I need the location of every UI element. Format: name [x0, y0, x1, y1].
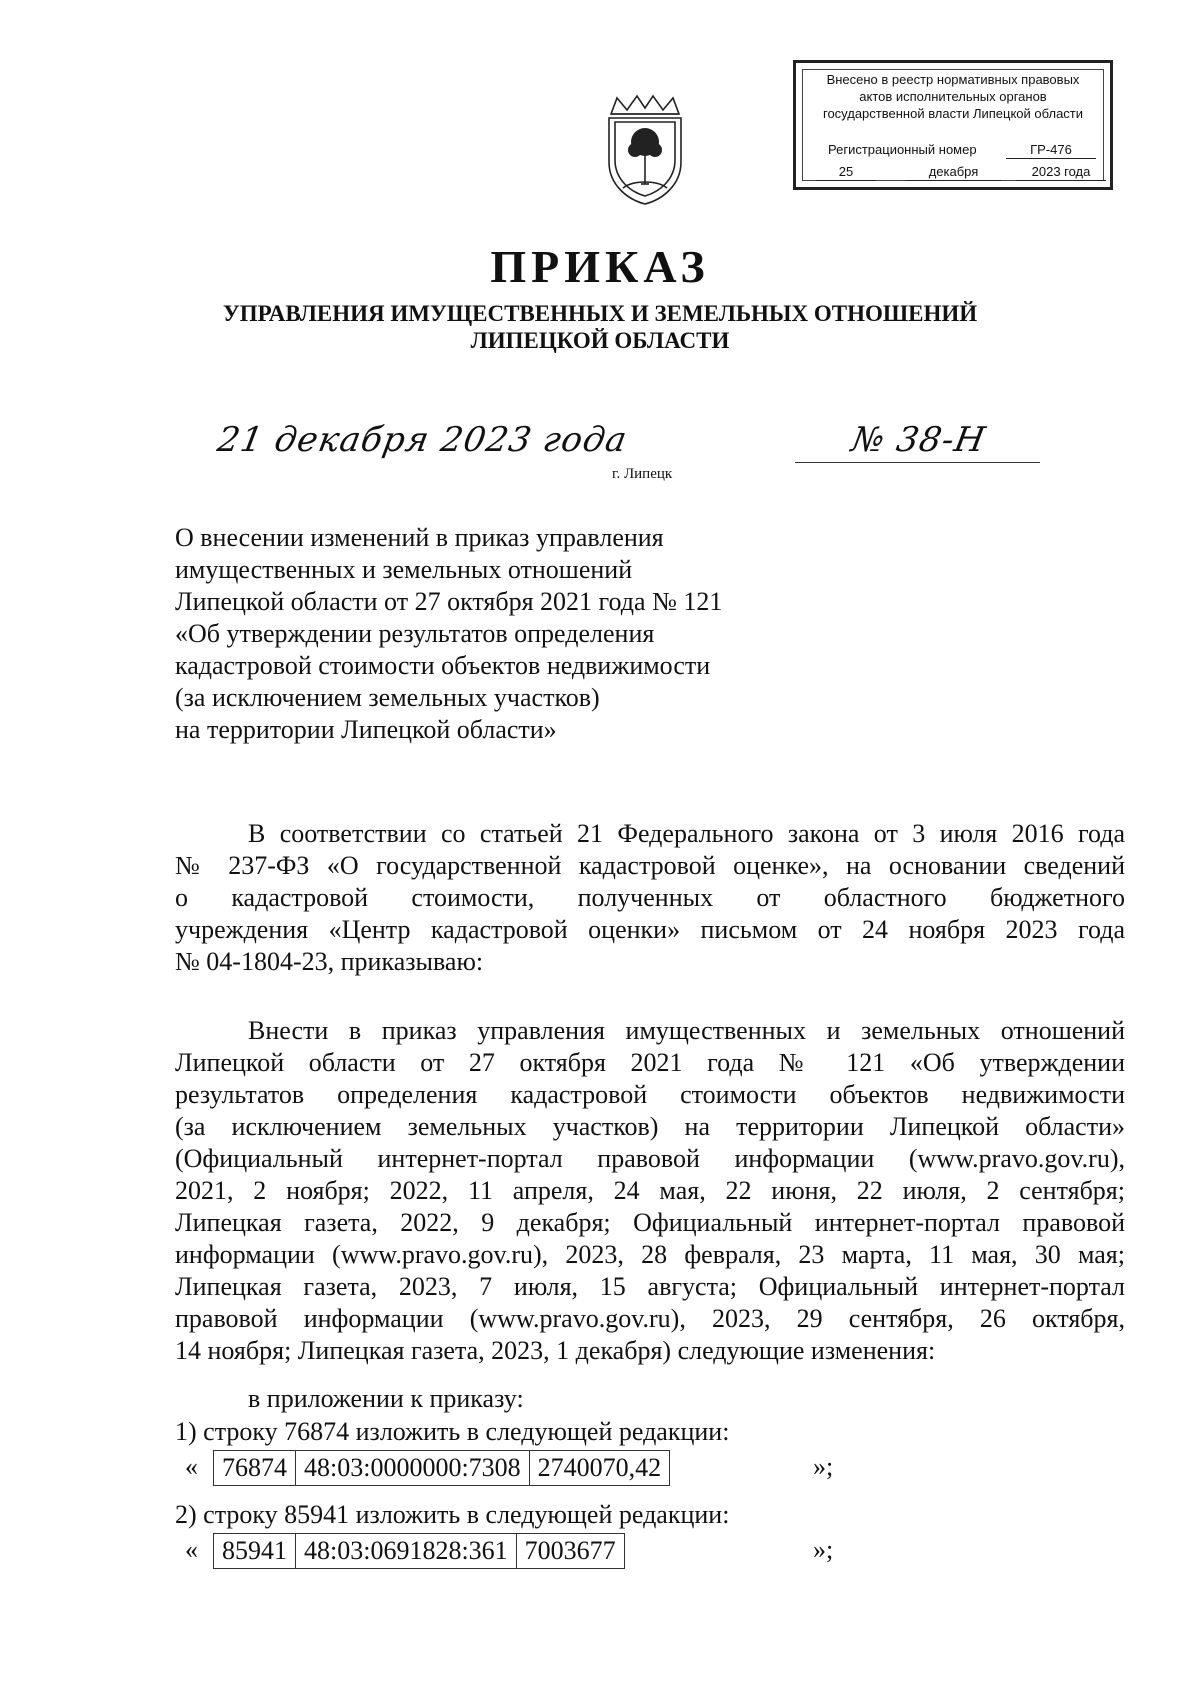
subject-line: (за исключением земельных участков) [175, 683, 600, 712]
cadastral-value-cell: 2740070,42 [529, 1451, 670, 1486]
row-table [213, 1450, 670, 1486]
stamp-month: декабря [906, 163, 1001, 181]
handwritten-number: № 38-Н [848, 420, 989, 460]
paragraph-line: о кадастровой стоимости, полученных от областного бюджетного [175, 883, 1125, 912]
subject-line: Липецкой области от 27 октября 2021 года № 121 [175, 587, 723, 616]
org-line: УПРАВЛЕНИЯ ИМУЩЕСТВЕННЫХ И ЗЕМЕЛЬНЫХ ОТНОШЕНИЙ [222, 301, 978, 326]
paragraph-line: результатов определения кадастровой стоимости объектов недвижимости [175, 1080, 1125, 1109]
subject-line: «Об утверждении результатов определения [175, 619, 655, 648]
stamp-day: 25 [816, 163, 876, 181]
city-label: г. Липецк [612, 466, 673, 482]
coat-of-arms-icon [597, 92, 693, 208]
paragraph-line: правовой информации (www.pravo.gov.ru), 2023, 29 сентября, 26 октября, [175, 1304, 1125, 1333]
application-line: в приложении к приказу: [248, 1384, 524, 1413]
stamp-reg-number: ГР-476 [1006, 141, 1096, 159]
paragraph-line: (Официальный интернет-портал правовой информации (www.pravo.gov.ru), [175, 1144, 1125, 1173]
open-quote: « [185, 1452, 198, 1481]
issuing-organization [0, 300, 1200, 354]
paragraph-line: № 04-1804-23, приказываю: [175, 947, 484, 976]
item-2-label: 2) строку 85941 изложить в следующей редакции: [175, 1500, 730, 1529]
paragraph-line: Липецкой области от 27 октября 2021 года № 121 «Об утверждении [175, 1048, 1125, 1077]
cadastral-value-cell: 7003677 [516, 1534, 624, 1569]
paragraph-line: № 237-ФЗ «О государственной кадастровой оценке», на основании сведений [175, 851, 1125, 880]
paragraph-line: Липецкая газета, 2022, 9 декабря; Официальный интернет-портал правовой [175, 1208, 1125, 1237]
handwritten-date: 21 декабря 2023 года [214, 420, 631, 460]
org-line: ЛИПЕЦКОЙ ОБЛАСТИ [470, 328, 730, 353]
registry-stamp [793, 60, 1113, 190]
subject-line: имущественных и земельных отношений [175, 555, 633, 584]
close-quote: »; [813, 1452, 834, 1481]
cadastral-number-cell: 48:03:0691828:361 [296, 1534, 517, 1569]
stamp-line: Внесено в реестр нормативных правовых [826, 72, 1080, 87]
document-title: ПРИКАЗ [490, 241, 710, 292]
amendment-paragraph [175, 1015, 1125, 1367]
paragraph-line: 2021, 2 ноября; 2022, 11 апреля, 24 мая, 22 июня, 22 июля, 2 сентября; [175, 1176, 1125, 1205]
paragraph-line: В соответствии со статьей 21 Федерального закона от 3 июля 2016 года [248, 819, 1125, 848]
stamp-line: актов исполнительных органов [859, 89, 1047, 104]
row-number-cell: 85941 [214, 1534, 296, 1569]
preamble-paragraph [175, 818, 1125, 978]
paragraph-line: Липецкая газета, 2023, 7 июля, 15 августа; Официальный интернет-портал [175, 1272, 1125, 1301]
cadastral-number-cell: 48:03:0000000:7308 [296, 1451, 530, 1486]
number-underline [795, 462, 1040, 463]
stamp-reg-label: Регистрационный номер [828, 142, 977, 157]
stamp-line: государственной власти Липецкой области [822, 106, 1084, 121]
paragraph-line: учреждения «Центр кадастровой оценки» письмом от 24 ноября 2023 года [175, 915, 1125, 944]
open-quote: « [185, 1535, 198, 1564]
paragraph-line: информации (www.pravo.gov.ru), 2023, 28 февраля, 23 марта, 11 мая, 30 мая; [175, 1240, 1125, 1269]
subject-line: О внесении изменений в приказ управления [175, 523, 664, 552]
item-1-label: 1) строку 76874 изложить в следующей редакции: [175, 1417, 730, 1446]
subject-line: кадастровой стоимости объектов недвижимости [175, 651, 711, 680]
paragraph-line: Внести в приказ управления имущественных и земельных отношений [248, 1016, 1125, 1045]
paragraph-line: (за исключением земельных участков) на территории Липецкой области» [175, 1112, 1125, 1141]
subject-line: на территории Липецкой области» [175, 715, 557, 744]
row-table [213, 1533, 625, 1569]
close-quote: »; [813, 1535, 834, 1564]
row-number-cell: 76874 [214, 1451, 296, 1486]
stamp-year: 2023 года [1016, 163, 1106, 181]
order-subject [175, 522, 722, 746]
paragraph-line: 14 ноября; Липецкая газета, 2023, 1 декабря) следующие изменения: [175, 1336, 936, 1365]
